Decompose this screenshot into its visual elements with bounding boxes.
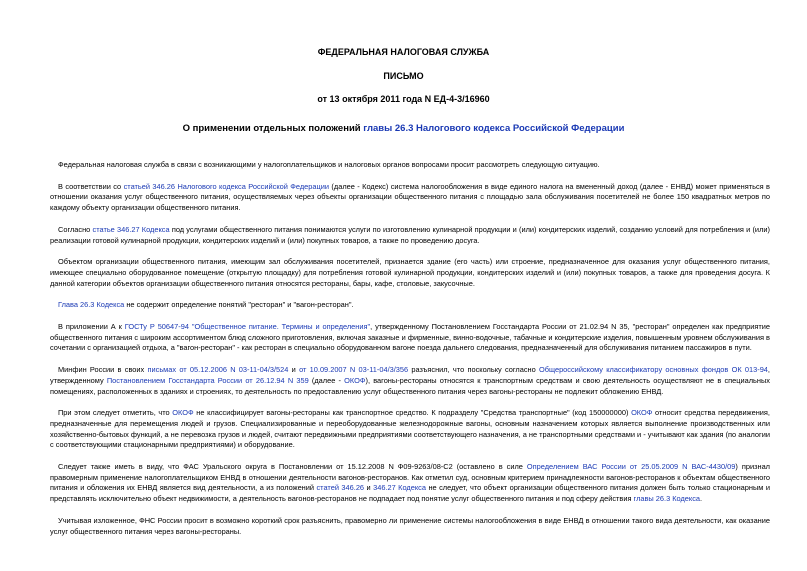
paragraph-text: Объектом организации общественного питания, имеющим зал обслуживания посетителей, признается здание (его часть) или строение, предназначенное для оказания услуг общественного питания, имеющее специально оборудованное помещение (открытую площадку) для потребления готовой кулинарной продукции, кондитерских изделий и (или) покупных товаров, а также для проведения досуга. К данной категории объектов организации общественного питания относятся рестораны, бары, кафе, столовые, закусочные. (50, 257, 770, 288)
paragraph-6 (50, 322, 770, 354)
paragraph-text: В соответствии со (58, 181, 124, 191)
paragraph-text: разъяснил, что поскольку согласно (408, 365, 539, 375)
link-article-346-27[interactable]: 346.27 Кодекса (373, 483, 426, 493)
paragraph-text: не следует, что объект организации общественного питания должен быть только стационарным и представлять исключительно объект недвижимости, а деятельность вагонов-ресторанов не подпадает под понятие услуг общественного питания и под сферу действия (50, 483, 770, 504)
link-chapter-26-3[interactable]: Глава 26.3 Кодекса (58, 300, 125, 310)
paragraph-text: Минфин России в своих (58, 365, 148, 375)
paragraph-text: , утвержденному (50, 365, 770, 385)
paragraph-8 (50, 408, 770, 451)
link-letter-2007[interactable]: от 10.09.2007 N 03-11-04/3/356 (299, 365, 409, 375)
paragraph-text: В приложении А к (58, 322, 125, 332)
paragraph-text: и (364, 483, 374, 493)
paragraph-text: не классифицирует вагоны-рестораны как транспортное средство. К подразделу "Средства транспортные" (код 150000000) (193, 408, 632, 418)
link-article-346-27[interactable]: статье 346.27 Кодекса (92, 224, 170, 234)
paragraph-text: ) признал правомерным применение налогоплательщиком ЕНВД в отношении деятельности вагонов-ресторанов. Как отметил суд, основным критерием принадлежности вагонов-ресторанов к объектам общественного питания и обложения их ЕНВД является вид деятельности, а из положений (50, 462, 770, 493)
paragraph-text: Следует также иметь в виду, что ФАС Уральского округа в Постановлении от 15.12.2008 N Ф09-9263/08-С2 (оставлено в силе (58, 462, 527, 472)
document-subject (0, 123, 807, 134)
link-article-346-26[interactable]: статьей 346.26 Налогового кодекса Российской Федерации (123, 181, 330, 191)
paragraph-3 (50, 225, 770, 246)
paragraph-2 (50, 182, 770, 214)
paragraph-text: Согласно (58, 224, 93, 234)
paragraph-9 (50, 462, 770, 505)
link-okof-classifier[interactable]: Общероссийскому классификатору основных фондов ОК 013-94 (538, 365, 768, 375)
link-okof[interactable]: ОКОФ (631, 408, 653, 418)
paragraph-5 (50, 300, 770, 311)
letter-body (50, 160, 770, 548)
paragraph-text: под услугами общественного питания понимаются услуги по изготовлению кулинарной продукции и (или) кондитерских изделий, созданию условий для потребления и (или) реализации готовой кулинарной продукции, кондитерских изделий и (или) покупных товаров, а также по проведению досуга. (50, 224, 770, 245)
paragraph-text: , утвержденному Постановлением Госстандарта России от 21.02.94 N 35, "ресторан" определен как предприятие общественного питания с широким ассортиментом блюд сложного приготовления, включая заказные и фирменные, винно-водочные, табачные и кондитерские изделия, повышенным уровнем обслуживания в сочетании с организацией отдыха, а "вагон-ресторан" - как ресторан в специально оборудованном вагоне поезда дальнего следования, предназначенный для обслуживания питанием пассажиров в пути. (50, 322, 770, 353)
paragraph-text: и (288, 365, 300, 375)
paragraph-text: . (700, 494, 703, 504)
document-date-number: от 13 октября 2011 года N ЕД-4-3/16960 (317, 94, 490, 104)
paragraph-10 (50, 516, 770, 537)
paragraph-4 (50, 257, 770, 289)
paragraph-text: ), вагоны-рестораны относятся к транспортным средствам и свою деятельность осуществляют не в специальных помещениях, расположенных в зданиях и строениях, то деятельность по предоставлению услуг общественного питания через вагоны-рестораны не подлежит обложению ЕНВД. (50, 375, 770, 396)
link-article-346-26[interactable]: статей 346.26 (316, 483, 365, 493)
paragraph-text: Учитывая изложенное, ФНС России просит в возможно короткий срок разъяснить, правомерно ли применение системы налогообложения в виде ЕНВД в отношении такого вида деятельности, как оказание услуг общественного питания через вагоны-рестораны. (50, 515, 770, 536)
paragraph-text: (далее - Кодекс) система налогообложения в виде единого налога на вмененный доход (далее - ЕНВД) может применяться в отношении оказания услуг общественного питания, осуществляемых через объекты организации общественного питания с площадью зала обслуживания посетителей не более 150 квадратных метров по каждому объекту организации общественного питания. (50, 181, 770, 213)
link-vas-ruling[interactable]: Определением ВАС России от 25.05.2009 N ВАС-4430/09 (526, 462, 736, 472)
paragraph-text: не содержит определение понятий "ресторан" и "вагон-ресторан". (124, 300, 354, 310)
link-gost[interactable]: ГОСТу Р 50647-94 "Общественное питание. Термины и определения" (124, 322, 371, 332)
agency-heading: ФЕДЕРАЛЬНАЯ НАЛОГОВАЯ СЛУЖБА (317, 47, 490, 57)
paragraph-text: (далее - (308, 375, 345, 385)
subject-prefix: О применении отдельных положений (182, 123, 364, 134)
paragraph-text: относит средства передвижения, предназначенные для перемещения людей и грузов. Специализированные и переоборудованные железнодорожные вагоны, основным назначением которых является выполнение производственных или хозяйственно-бытовых функций, а не перевозка грузов и людей, считают передвижными предприятиями соответствующего назначения, а не транспортными средствами и - учитывают как здания (по аналогии с соответствующими стационарными предприятиями) и оборудование. (50, 408, 770, 450)
paragraph-text: При этом следует отметить, что (58, 408, 173, 418)
link-okof[interactable]: ОКОФ (172, 408, 194, 418)
paragraph-text: Федеральная налоговая служба в связи с возникающими у налогоплательщиков и налоговых органов вопросами просит рассмотреть следующую ситуацию. (58, 160, 600, 169)
document-type-heading: ПИСЬМО (383, 71, 424, 81)
link-chapter-26-3[interactable]: главы 26.3 Кодекса (633, 494, 701, 504)
link-letter-2006[interactable]: письмах от 05.12.2006 N 03-11-04/3/524 (147, 365, 289, 375)
link-gosstandart-resolution[interactable]: Постановлением Госстандарта России от 26.12.94 N 359 (106, 375, 309, 385)
paragraph-7 (50, 365, 770, 397)
link-okof[interactable]: ОКОФ (344, 375, 366, 385)
subject-link[interactable]: главы 26.3 Налогового кодекса Российской Федерации (363, 123, 625, 134)
paragraph-1 (50, 160, 770, 171)
